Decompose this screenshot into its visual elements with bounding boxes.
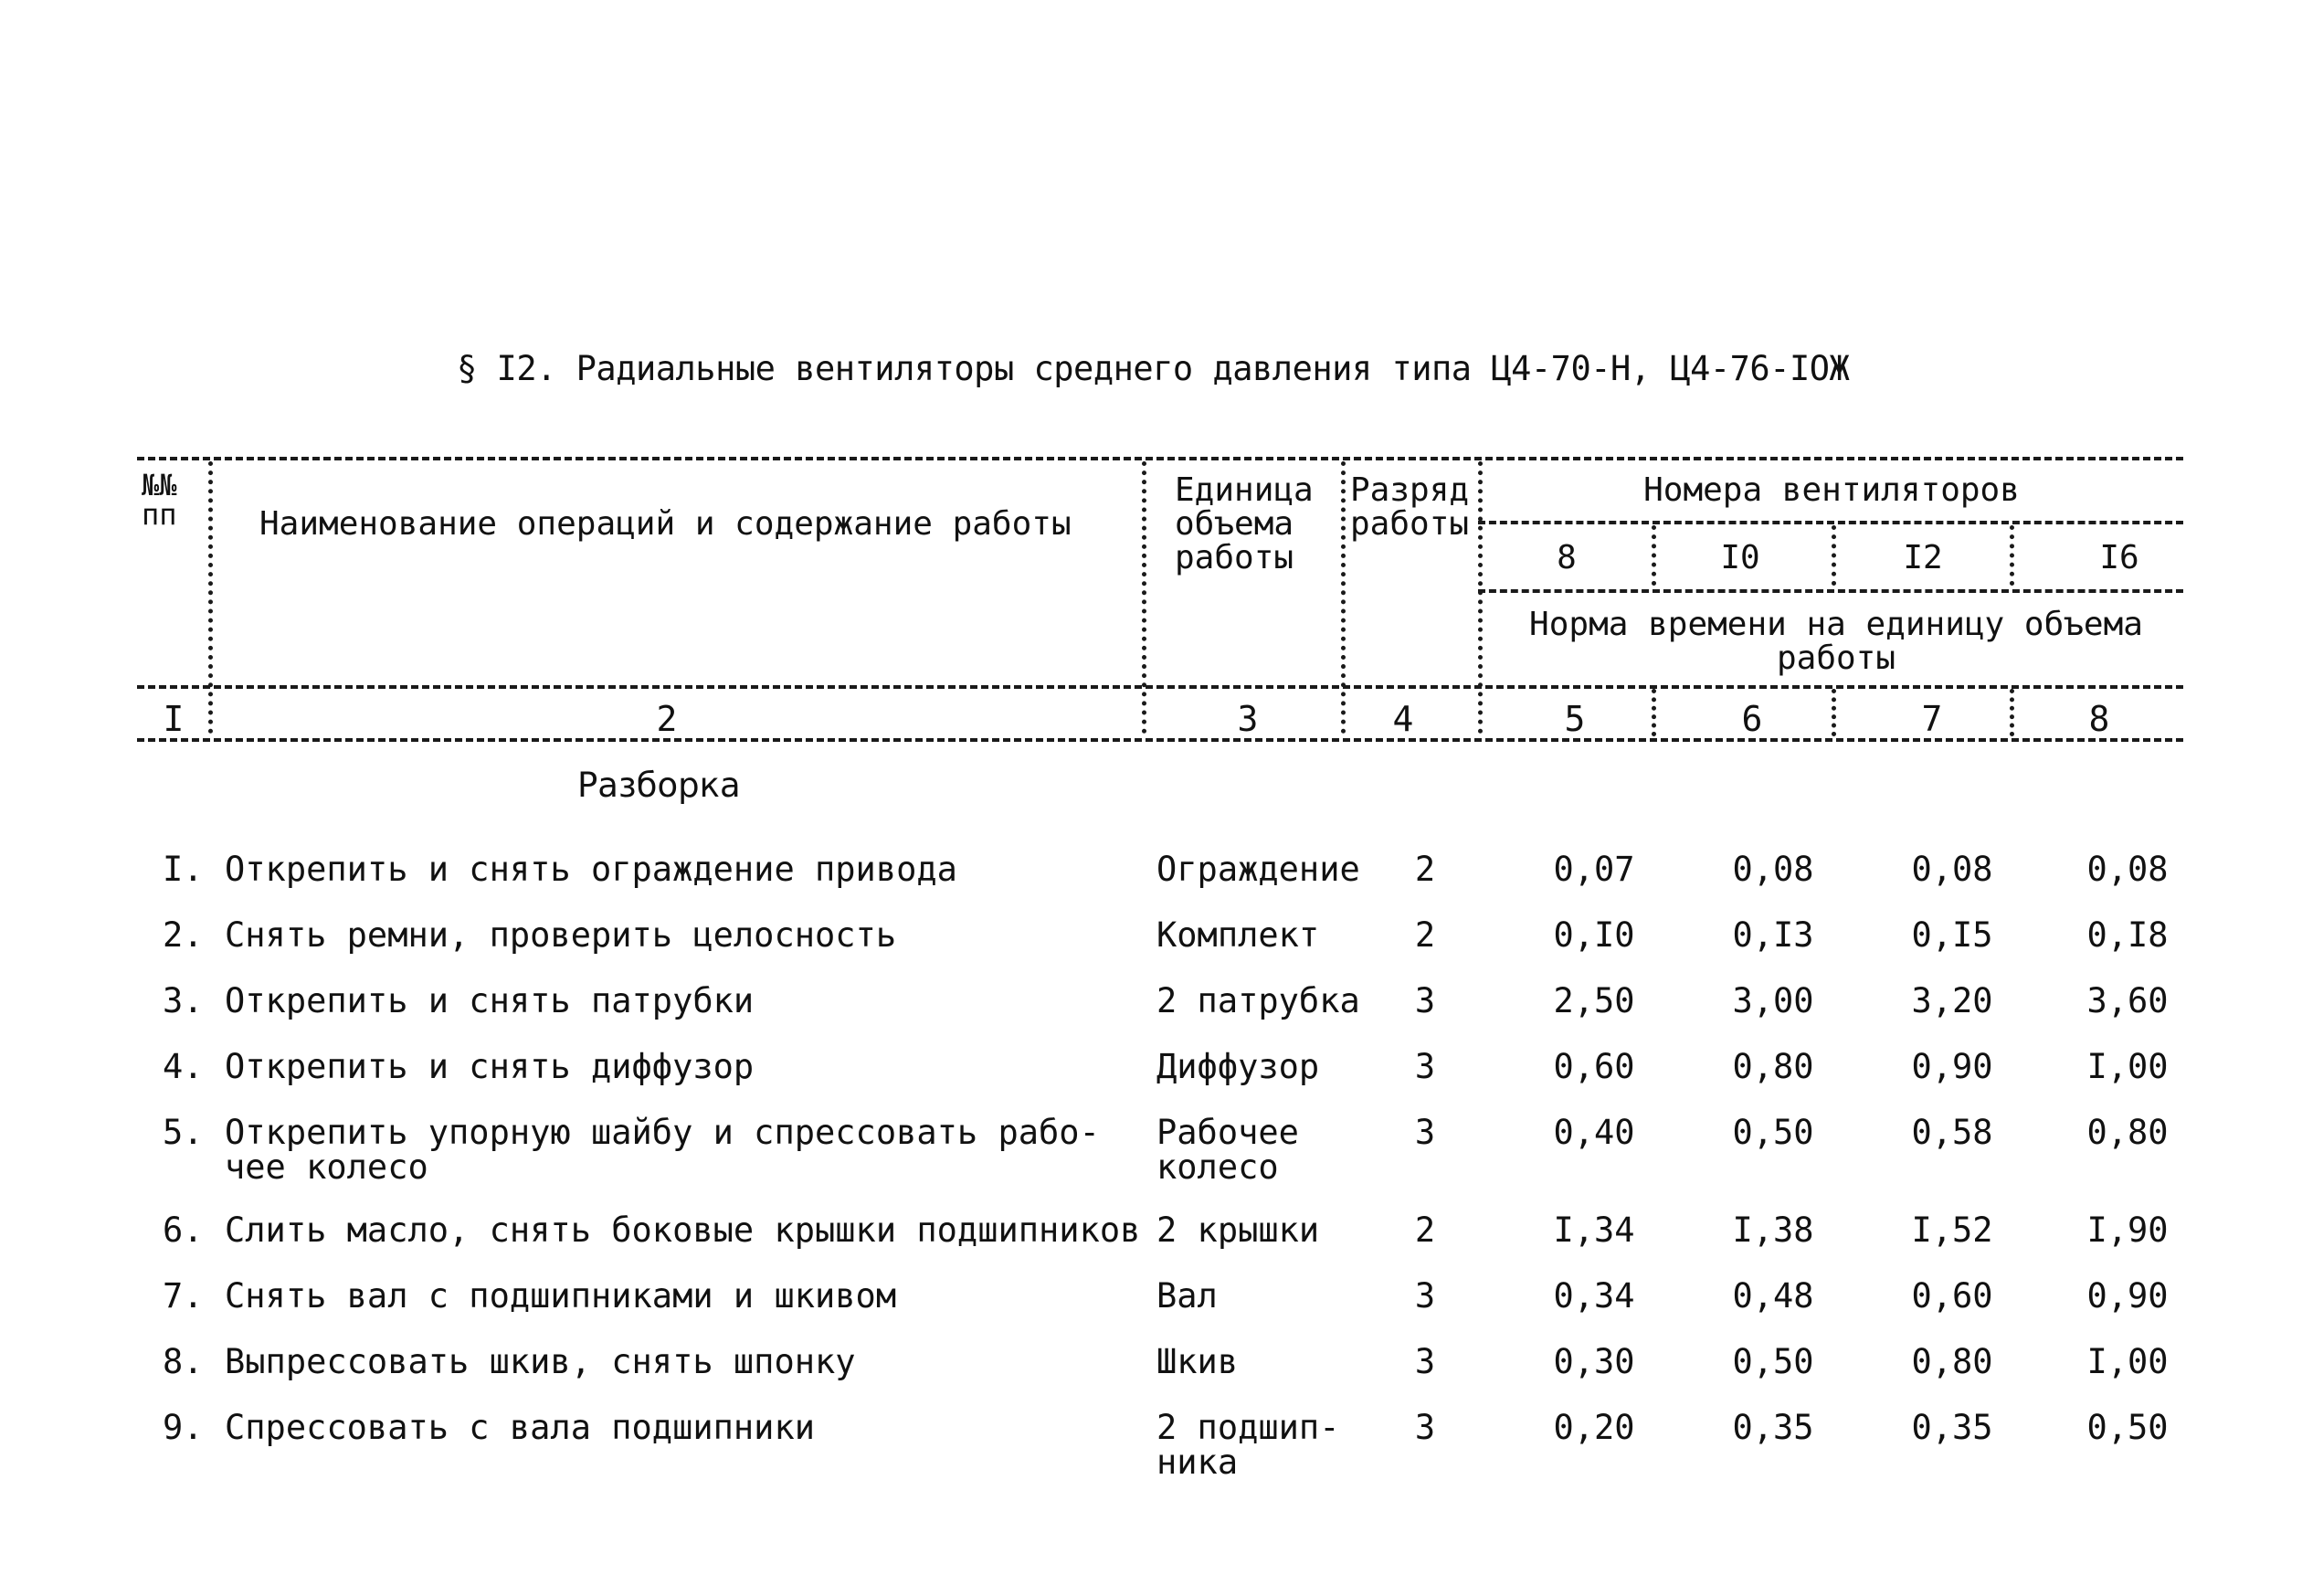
row-value-fan-12: 0,35 bbox=[1911, 1408, 1993, 1447]
row-number: 2. bbox=[163, 915, 204, 955]
row-value-fan-16: 0,50 bbox=[2086, 1408, 2169, 1447]
row-value-fan-8: I,34 bbox=[1553, 1210, 1635, 1250]
row-value-fan-10: I,38 bbox=[1732, 1210, 1814, 1250]
row-grade: 3 bbox=[1414, 981, 1436, 1020]
row-unit: Ограждение bbox=[1156, 850, 1360, 889]
header-fan-12: I2 bbox=[1903, 539, 1943, 576]
row-name: Слить масло, снять боковые крышки подшипников bbox=[225, 1210, 1141, 1250]
header-fan-10: I0 bbox=[1720, 539, 1760, 576]
row-value-fan-12: 0,80 bbox=[1911, 1342, 1993, 1381]
column-number-5: 5 bbox=[1564, 699, 1586, 739]
header-unit: Единица объема работы bbox=[1175, 471, 1314, 576]
row-name: Снять вал с подшипниками и шкивом bbox=[225, 1276, 897, 1316]
row-value-fan-10: 0,50 bbox=[1732, 1342, 1814, 1381]
row-value-fan-16: I,90 bbox=[2086, 1210, 2169, 1250]
fans-subheader-rule bbox=[1478, 521, 2183, 524]
row-number: 4. bbox=[163, 1047, 204, 1086]
row-value-fan-16: 0,08 bbox=[2086, 850, 2169, 889]
column-number-8: 8 bbox=[2088, 699, 2110, 739]
col-sep-6 bbox=[1832, 525, 1836, 586]
row-value-fan-12: 0,90 bbox=[1911, 1047, 1993, 1086]
row-value-fan-10: 0,50 bbox=[1732, 1113, 1814, 1152]
row-name: Открепить и снять диффузор bbox=[225, 1047, 755, 1086]
row-value-fan-16: 0,90 bbox=[2086, 1276, 2169, 1316]
header-fans: Номера вентиляторов bbox=[1643, 471, 2020, 509]
row-grade: 3 bbox=[1414, 1408, 1436, 1447]
row-number: I. bbox=[163, 850, 204, 889]
column-number-2: 2 bbox=[656, 699, 678, 739]
row-value-fan-12: 0,08 bbox=[1911, 850, 1993, 889]
row-value-fan-8: 2,50 bbox=[1553, 981, 1635, 1020]
norm-subheader-rule bbox=[1478, 589, 2183, 593]
column-number-3: 3 bbox=[1237, 699, 1259, 739]
col-sep-1 bbox=[208, 461, 213, 734]
row-value-fan-10: 0,48 bbox=[1732, 1276, 1814, 1316]
header-num: №№ пп bbox=[142, 468, 177, 532]
row-value-fan-16: 0,80 bbox=[2086, 1113, 2169, 1152]
row-value-fan-10: 0,35 bbox=[1732, 1408, 1814, 1447]
row-grade: 2 bbox=[1414, 915, 1436, 955]
row-number: 5. bbox=[163, 1113, 204, 1152]
row-value-fan-10: 0,08 bbox=[1732, 850, 1814, 889]
row-name: Открепить и снять ограждение привода bbox=[225, 850, 957, 889]
row-value-fan-8: 0,30 bbox=[1553, 1342, 1635, 1381]
header-bottom-rule bbox=[137, 685, 2183, 689]
row-value-fan-10: 0,I3 bbox=[1732, 915, 1814, 955]
row-value-fan-12: 0,60 bbox=[1911, 1276, 1993, 1316]
section-heading: Разборка bbox=[577, 766, 741, 805]
row-value-fan-8: 0,07 bbox=[1553, 850, 1635, 889]
row-unit: Вал bbox=[1156, 1276, 1218, 1316]
header-fan-8: 8 bbox=[1557, 539, 1577, 576]
row-value-fan-10: 0,80 bbox=[1732, 1047, 1814, 1086]
row-unit: Шкив bbox=[1156, 1342, 1239, 1381]
col-sep-6b bbox=[1832, 689, 1836, 736]
row-unit: 2 подшип- ника bbox=[1156, 1408, 1340, 1482]
row-number: 7. bbox=[163, 1276, 204, 1316]
row-value-fan-16: 3,60 bbox=[2086, 981, 2169, 1020]
row-value-fan-8: 0,40 bbox=[1553, 1113, 1635, 1152]
row-unit: Рабочее колесо bbox=[1156, 1113, 1299, 1187]
row-grade: 3 bbox=[1414, 1276, 1436, 1316]
row-value-fan-8: 0,34 bbox=[1553, 1276, 1635, 1316]
column-numbers-rule bbox=[137, 738, 2183, 742]
row-value-fan-12: I,52 bbox=[1911, 1210, 1993, 1250]
row-unit: Комплект bbox=[1156, 915, 1320, 955]
column-number-7: 7 bbox=[1921, 699, 1943, 739]
row-grade: 2 bbox=[1414, 850, 1436, 889]
row-value-fan-12: 0,58 bbox=[1911, 1113, 1993, 1152]
row-value-fan-16: I,00 bbox=[2086, 1342, 2169, 1381]
row-value-fan-8: 0,I0 bbox=[1553, 915, 1635, 955]
col-sep-7b bbox=[2010, 689, 2014, 736]
row-unit: 2 крышки bbox=[1156, 1210, 1320, 1250]
row-unit: 2 патрубка bbox=[1156, 981, 1360, 1020]
column-number-4: 4 bbox=[1392, 699, 1414, 739]
col-sep-3 bbox=[1341, 461, 1346, 734]
row-number: 9. bbox=[163, 1408, 204, 1447]
row-value-fan-16: 0,I8 bbox=[2086, 915, 2169, 955]
row-name: Снять ремни, проверить целосность bbox=[225, 915, 897, 955]
header-name: Наименование операций и содержание работы bbox=[259, 505, 1072, 543]
col-sep-4 bbox=[1478, 461, 1483, 734]
section-title: § I2. Радиальные вентиляторы среднего давления типа Ц4-70-Н, Ц4-76-IОЖ bbox=[457, 349, 1850, 388]
row-number: 8. bbox=[163, 1342, 204, 1381]
header-fan-16: I6 bbox=[2099, 539, 2139, 576]
row-name: Открепить и снять патрубки bbox=[225, 981, 755, 1020]
col-sep-2 bbox=[1142, 461, 1146, 734]
row-name: Спрессовать с вала подшипники bbox=[225, 1408, 816, 1447]
row-value-fan-12: 3,20 bbox=[1911, 981, 1993, 1020]
table-top-rule bbox=[137, 457, 2183, 460]
row-value-fan-10: 3,00 bbox=[1732, 981, 1814, 1020]
row-number: 3. bbox=[163, 981, 204, 1020]
header-norm: Норма времени на единицу объема работы bbox=[1529, 606, 2143, 677]
row-grade: 2 bbox=[1414, 1210, 1436, 1250]
row-value-fan-16: I,00 bbox=[2086, 1047, 2169, 1086]
col-sep-7 bbox=[2010, 525, 2014, 586]
row-number: 6. bbox=[163, 1210, 204, 1250]
row-grade: 3 bbox=[1414, 1047, 1436, 1086]
col-sep-5 bbox=[1652, 525, 1656, 586]
row-value-fan-8: 0,20 bbox=[1553, 1408, 1635, 1447]
header-grade: Разряд работы bbox=[1350, 471, 1470, 543]
col-sep-5b bbox=[1652, 689, 1656, 736]
row-grade: 3 bbox=[1414, 1113, 1436, 1152]
row-value-fan-8: 0,60 bbox=[1553, 1047, 1635, 1086]
row-name: Выпрессовать шкив, снять шпонку bbox=[225, 1342, 856, 1381]
row-grade: 3 bbox=[1414, 1342, 1436, 1381]
row-unit: Диффузор bbox=[1156, 1047, 1320, 1086]
column-number-1: I bbox=[163, 699, 185, 739]
column-number-6: 6 bbox=[1741, 699, 1763, 739]
row-value-fan-12: 0,I5 bbox=[1911, 915, 1993, 955]
row-name: Открепить упорную шайбу и спрессовать рабо- чее колесо bbox=[225, 1113, 1100, 1187]
